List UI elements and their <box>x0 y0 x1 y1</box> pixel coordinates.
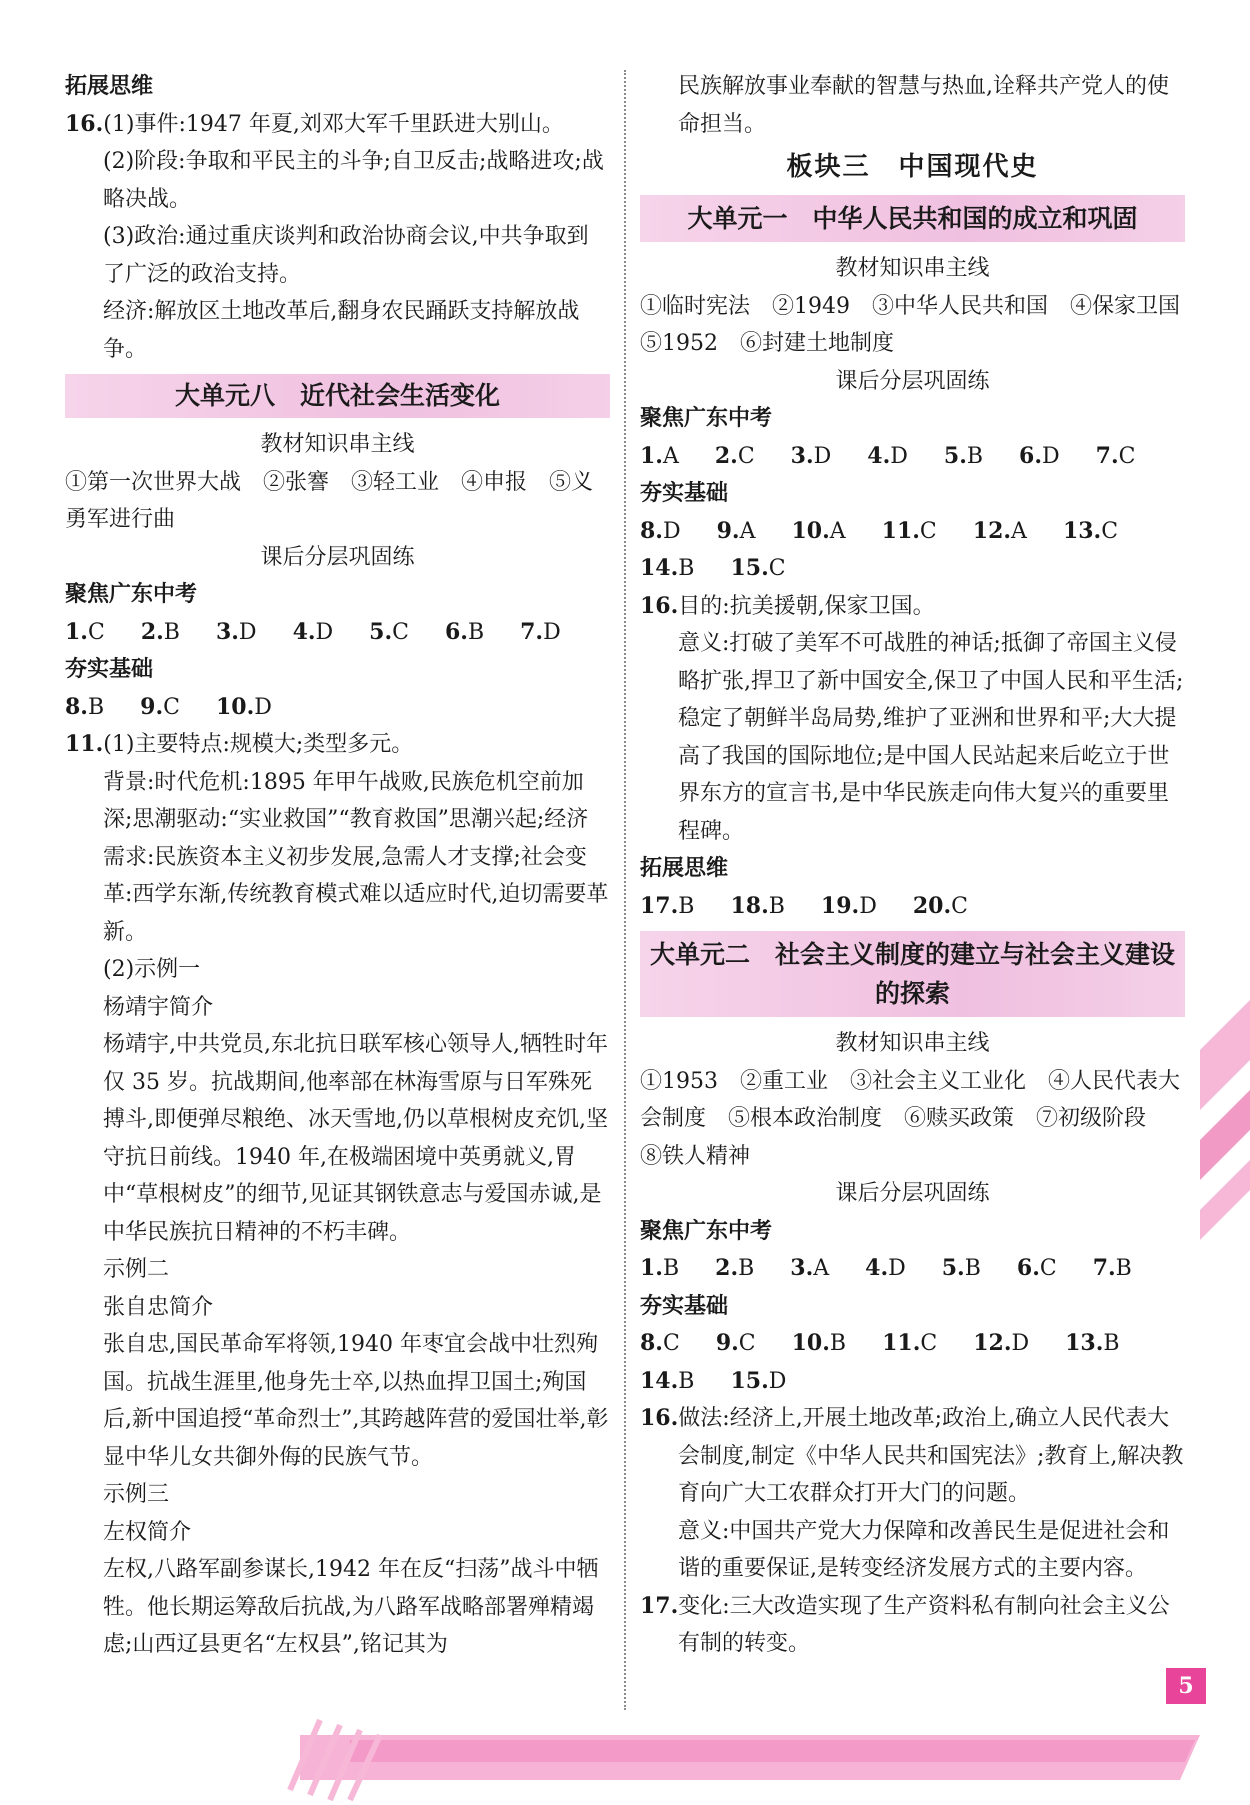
q11-number: 11. <box>65 731 104 757</box>
answer-item: 10.A <box>791 517 846 544</box>
q11-example1-title: 杨靖宇简介 <box>103 994 214 1020</box>
answer-item: 7.D <box>520 618 561 645</box>
q11-example2-title: 张自忠简介 <box>103 1294 214 1320</box>
answer-item: 4.D <box>292 618 334 645</box>
mainline-answers: ①第一次世界大战 ②张謇 ③轻工业 ④申报 ⑤义勇军进行曲 <box>65 469 594 532</box>
q11-example2-text: 张自忠,国民革命军将领,1940 年枣宜会战中壮烈殉国。抗战生涯里,他身先士卒,以热血捍卫国土;殉国后,新中国追授“革命烈士”,其跨越阵营的爱国壮举,彰显中华儿女共御外侮的民族气节。 <box>103 1332 609 1470</box>
q16-number: 16. <box>65 110 104 137</box>
answer-item: 12.A <box>972 517 1027 544</box>
q16-practice: 做法:经济上,开展土地改革;政治上,确立人民代表大会制度,制定《中华人民共和国宪法》;教育上,解决教育向广大工农群众打开大门的问题。 <box>678 1406 1184 1506</box>
answer-item: 4.D <box>867 442 908 469</box>
q17 <box>640 1588 1185 1663</box>
answer-item: 6.C <box>1016 1255 1057 1281</box>
q16-line3: (3)政治:通过重庆谈判和政治协商会议,中共争取到了广泛的政治支持。 <box>103 224 589 287</box>
footer-decoration <box>0 1700 1250 1805</box>
subheading-mainline: 教材知识串主线 <box>835 256 990 281</box>
answer-item: 8.D <box>640 517 681 544</box>
answer-item: 10.B <box>791 1330 847 1356</box>
answers-guangdong <box>640 438 1185 476</box>
answer-item: 12.D <box>973 1330 1030 1356</box>
answers-hangshi <box>640 513 1185 588</box>
answers-guangdong <box>65 614 610 652</box>
answer-item: 7.C <box>1095 442 1136 469</box>
answer-item: 6.B <box>444 618 485 645</box>
q16-purpose: 目的:抗美援朝,保家卫国。 <box>678 593 935 619</box>
answer-item: 10.D <box>215 693 272 720</box>
mainline-answers: ①临时宪法 ②1949 ③中华人民共和国 ④保家卫国 ⑤1952 ⑥封建土地制度 <box>640 293 1203 356</box>
answer-item: 6.D <box>1019 442 1060 469</box>
answer-item: 18.B <box>730 892 785 919</box>
answer-item: 1.C <box>65 618 105 645</box>
answer-item: 4.D <box>865 1255 906 1281</box>
answer-item: 11.C <box>881 517 937 544</box>
answer-item: 15.C <box>730 555 786 581</box>
right-column <box>640 68 1203 1663</box>
page-number: 5 <box>1166 1668 1206 1704</box>
answer-item: 2.B <box>715 1255 755 1281</box>
answer-item: 15.D <box>730 1367 787 1394</box>
heading-hangshi: 夯实基础 <box>640 1293 729 1319</box>
q11-example3-title: 左权简介 <box>103 1519 192 1545</box>
q16-number: 16. <box>640 592 679 619</box>
answer-item: 17.B <box>640 892 695 919</box>
q11-background: 背景:时代危机:1895 年甲午战败,民族危机空前加深;思潮驱动:“实业救国”“教育救国”思潮兴起;经济需求:民族资本主义初步发展,急需人才支撑;社会变革:西学东渐,传统教育模式难以适应时代,迫切需要革新。 <box>103 769 609 945</box>
q16-unit1 <box>640 588 1185 626</box>
answer-item: 8.B <box>65 693 105 720</box>
q11-example1-label: (2)示例一 <box>103 957 201 982</box>
answer-item: 2.B <box>140 618 180 645</box>
answer-item: 1.A <box>640 442 679 469</box>
q16-line1: (1)事件:1947 年夏,刘邓大军千里跃进大别山。 <box>103 111 564 137</box>
answer-item: 13.B <box>1065 1330 1120 1356</box>
q17-text: 变化:三大改造实现了生产资料私有制向社会主义公有制的转变。 <box>678 1593 1170 1656</box>
answers-hangshi <box>65 689 610 727</box>
unit-eight-banner: 大单元八 近代社会生活变化 <box>65 374 610 418</box>
answer-item: 11.C <box>882 1330 938 1356</box>
subheading-practice: 课后分层巩固练 <box>835 1181 990 1206</box>
mainline-answers: ①1953 ②重工业 ③社会主义工业化 ④人民代表大会制度 ⑤根本政治制度 ⑥赎买政策 ⑦初级阶段 ⑧铁人精神 <box>640 1068 1180 1169</box>
q16-significance: 意义:中国共产党大力保障和改善民生是促进社会和谐的重要保证,是转变经济发展方式的主要内容。 <box>678 1518 1170 1581</box>
answer-item: 9.C <box>140 693 180 720</box>
subheading-practice: 课后分层巩固练 <box>260 544 415 570</box>
q11-example3-label: 示例三 <box>103 1482 170 1507</box>
q11-line1: (1)主要特点:规模大;类型多元。 <box>103 732 414 757</box>
answer-item: 14.B <box>640 555 695 581</box>
answer-item: 3.D <box>790 442 832 469</box>
answer-item: 7.B <box>1092 1255 1132 1281</box>
subheading-mainline: 教材知识串主线 <box>835 1031 990 1056</box>
subheading-practice: 课后分层巩固练 <box>835 368 990 394</box>
answer-item: 8.C <box>640 1330 680 1356</box>
answer-item: 9.A <box>716 517 756 544</box>
heading-tuozhan: 拓展思维 <box>65 74 154 99</box>
q16-line4: 经济:解放区土地改革后,翻身农民踊跃支持解放战争。 <box>103 299 580 362</box>
heading-guangdong: 聚焦广东中考 <box>640 406 773 431</box>
column-divider <box>624 70 626 1710</box>
answers-hangshi <box>640 1325 1185 1400</box>
answer-item: 9.C <box>715 1330 756 1356</box>
answer-item: 5.C <box>369 618 409 645</box>
q16-unit2 <box>640 1400 1185 1513</box>
q16-line2: (2)阶段:争取和平民主的斗争;自卫反击;战略进攻;战略决战。 <box>103 149 604 212</box>
q16 <box>65 106 610 144</box>
q16-number: 16. <box>640 1405 679 1431</box>
heading-guangdong: 聚焦广东中考 <box>640 1218 773 1244</box>
heading-guangdong: 聚焦广东中考 <box>65 582 198 607</box>
answer-item: 3.D <box>215 618 257 645</box>
heading-hangshi: 夯实基础 <box>640 481 729 506</box>
answer-item: 3.A <box>790 1255 830 1281</box>
unit-one-banner: 大单元一 中华人民共和国的成立和巩固 <box>640 195 1185 242</box>
answer-item: 2.C <box>714 442 755 469</box>
answer-item: 5.B <box>943 442 984 469</box>
answer-item: 14.B <box>640 1367 695 1394</box>
q11-example3-text: 左权,八路军副参谋长,1942 年在反“扫荡”战斗中牺牲。他长期运筹敌后抗战,为八路军战略部署殚精竭虑;山西辽县更名“左权县”,铭记其为 <box>103 1557 599 1657</box>
q11-example1-text: 杨靖宇,中共党员,东北抗日联军核心领导人,牺牲时年仅 35 岁。抗战期间,他率部在林海雪原与日军殊死搏斗,即便弹尽粮绝、冰天雪地,仍以草根树皮充饥,坚守抗日前线。1940 年,在极端困境中英勇就义,胃中“草根树皮”的细节,见证其钢铁意志与爱国赤诚,是中华民族抗日精神的不朽丰碑。 <box>103 1032 608 1245</box>
section-three-title: 板块三 中国现代史 <box>786 152 1039 182</box>
answers-guangdong <box>640 1250 1185 1288</box>
answer-item: 20.C <box>912 892 968 919</box>
answers-tuozhan <box>640 888 1185 926</box>
heading-hangshi: 夯实基础 <box>65 657 154 682</box>
continuation-text: 民族解放事业奉献的智慧与热血,诠释共产党人的使命担当。 <box>678 74 1169 137</box>
q11 <box>65 726 610 764</box>
q16-significance: 意义:打破了美军不可战胜的神话;抵御了帝国主义侵略扩张,捍卫了新中国安全,保卫了中国人民和平生活;稳定了朝鲜半岛局势,维护了亚洲和世界和平;大大提高了我国的国际地位;是中国人民站起来后屹立于世界东方的宣言书,是中华民族走向伟大复兴的重要里程碑。 <box>678 631 1184 844</box>
q17-number: 17. <box>640 1592 679 1619</box>
q11-example2-label: 示例二 <box>103 1257 170 1282</box>
answer-item: 5.B <box>941 1255 981 1281</box>
left-column <box>65 68 610 1664</box>
unit-two-banner: 大单元二 社会主义制度的建立与社会主义建设的探索 <box>640 931 1185 1017</box>
answer-item: 1.B <box>640 1255 680 1281</box>
answer-item: 13.C <box>1062 517 1119 544</box>
heading-tuozhan: 拓展思维 <box>640 856 729 881</box>
decorative-stripes <box>1200 1000 1250 1350</box>
subheading-mainline: 教材知识串主线 <box>260 432 415 457</box>
answer-item: 19.D <box>820 892 877 919</box>
